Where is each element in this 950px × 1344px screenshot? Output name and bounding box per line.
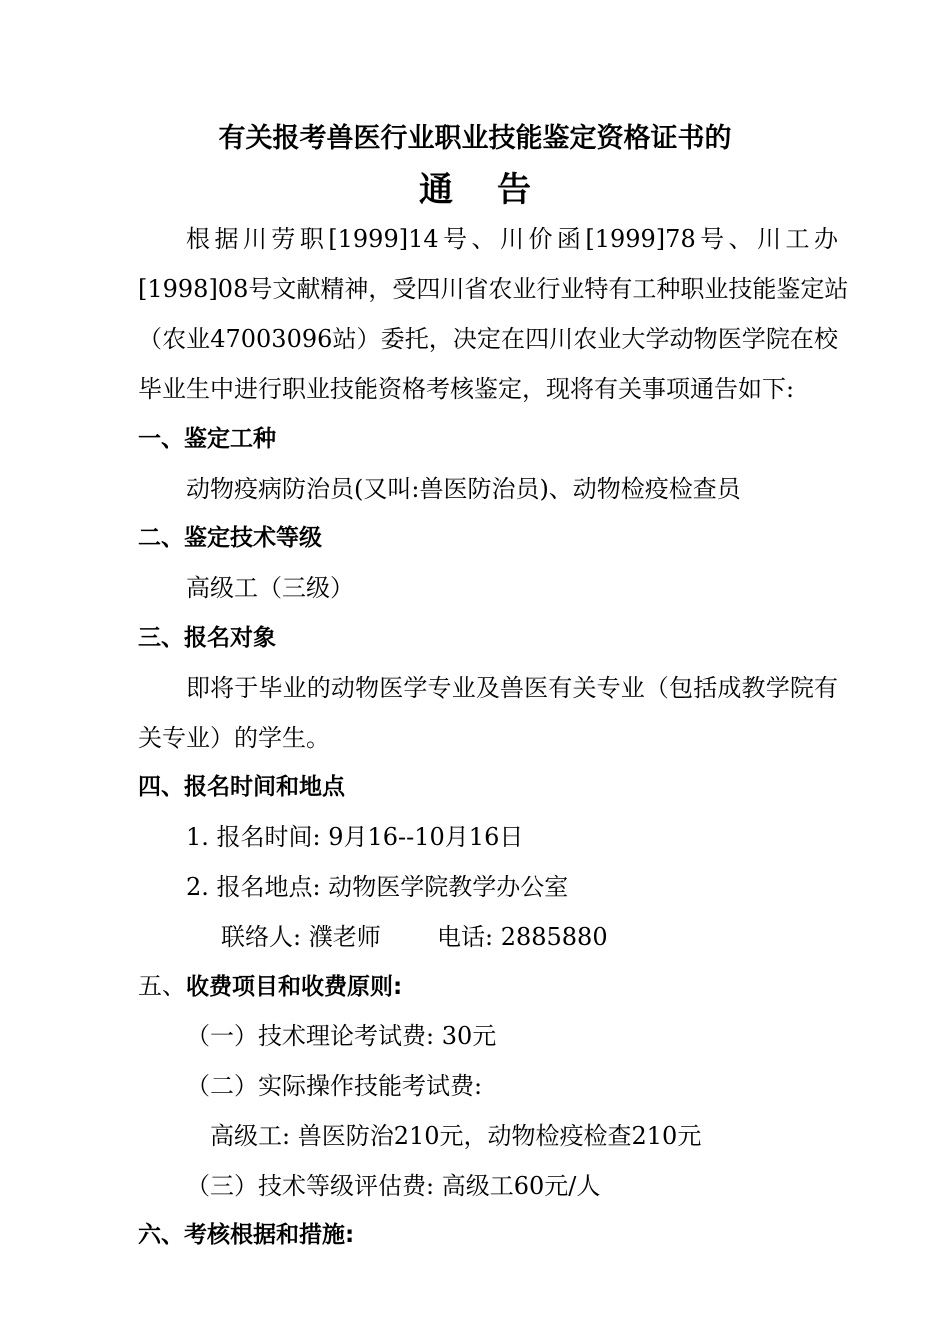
intro-paragraph-line: [1998]08号文献精神，受四川省农业行业特有工种职业技能鉴定站 bbox=[138, 275, 849, 303]
section-heading: 二、鉴定技术等级 bbox=[138, 525, 322, 551]
intro-paragraph-line: （农业47003096站）委托，决定在四川农业大学动物医学院在校 bbox=[138, 325, 838, 353]
section-heading: 一、鉴定工种 bbox=[138, 426, 276, 452]
section-heading: 六、考核根据和措施: bbox=[138, 1222, 355, 1248]
section-text: 关专业）的学生。 bbox=[138, 724, 330, 752]
section-heading bbox=[138, 971, 402, 1001]
section-text: 动物疫病防治员(又叫:兽医防治员)、动物检疫检查员 bbox=[186, 475, 741, 503]
section-heading: 三、报名对象 bbox=[138, 625, 276, 651]
fee-item: （二）实际操作技能考试费: bbox=[186, 1072, 483, 1100]
list-item: 1. 报名时间: 9月16--10月16日 bbox=[186, 823, 524, 851]
intro-paragraph-line: 毕业生中进行职业技能资格考核鉴定，现将有关事项通告如下: bbox=[138, 375, 795, 403]
fee-item: （三）技术等级评估费: 高级工60元/人 bbox=[186, 1172, 601, 1200]
contact-phone: 电话: 2885880 bbox=[437, 923, 608, 951]
section-text: 高级工（三级） bbox=[186, 574, 354, 602]
fee-item-detail: 高级工: 兽医防治210元，动物检疫检查210元 bbox=[210, 1122, 702, 1150]
fee-item: （一）技术理论考试费: 30元 bbox=[186, 1022, 497, 1050]
section-text: 即将于毕业的动物医学专业及兽医有关专业（包括成教学院有 bbox=[186, 674, 838, 702]
contact-person: 联络人: 濮老师 bbox=[221, 923, 381, 951]
document-title: 有关报考兽医行业职业技能鉴定资格证书的 bbox=[218, 123, 732, 154]
document-title-notice: 通告 bbox=[419, 170, 575, 210]
list-item: 2. 报名地点: 动物医学院教学办公室 bbox=[186, 873, 569, 901]
section-heading-prefix: 五、 bbox=[138, 972, 186, 1000]
section-heading-text: 收费项目和收费原则: bbox=[186, 974, 403, 1000]
intro-paragraph-line: 根据川劳职[1999]14号、川价函[1999]78号、川工办 bbox=[186, 225, 838, 253]
section-heading: 四、报名时间和地点 bbox=[138, 774, 345, 800]
